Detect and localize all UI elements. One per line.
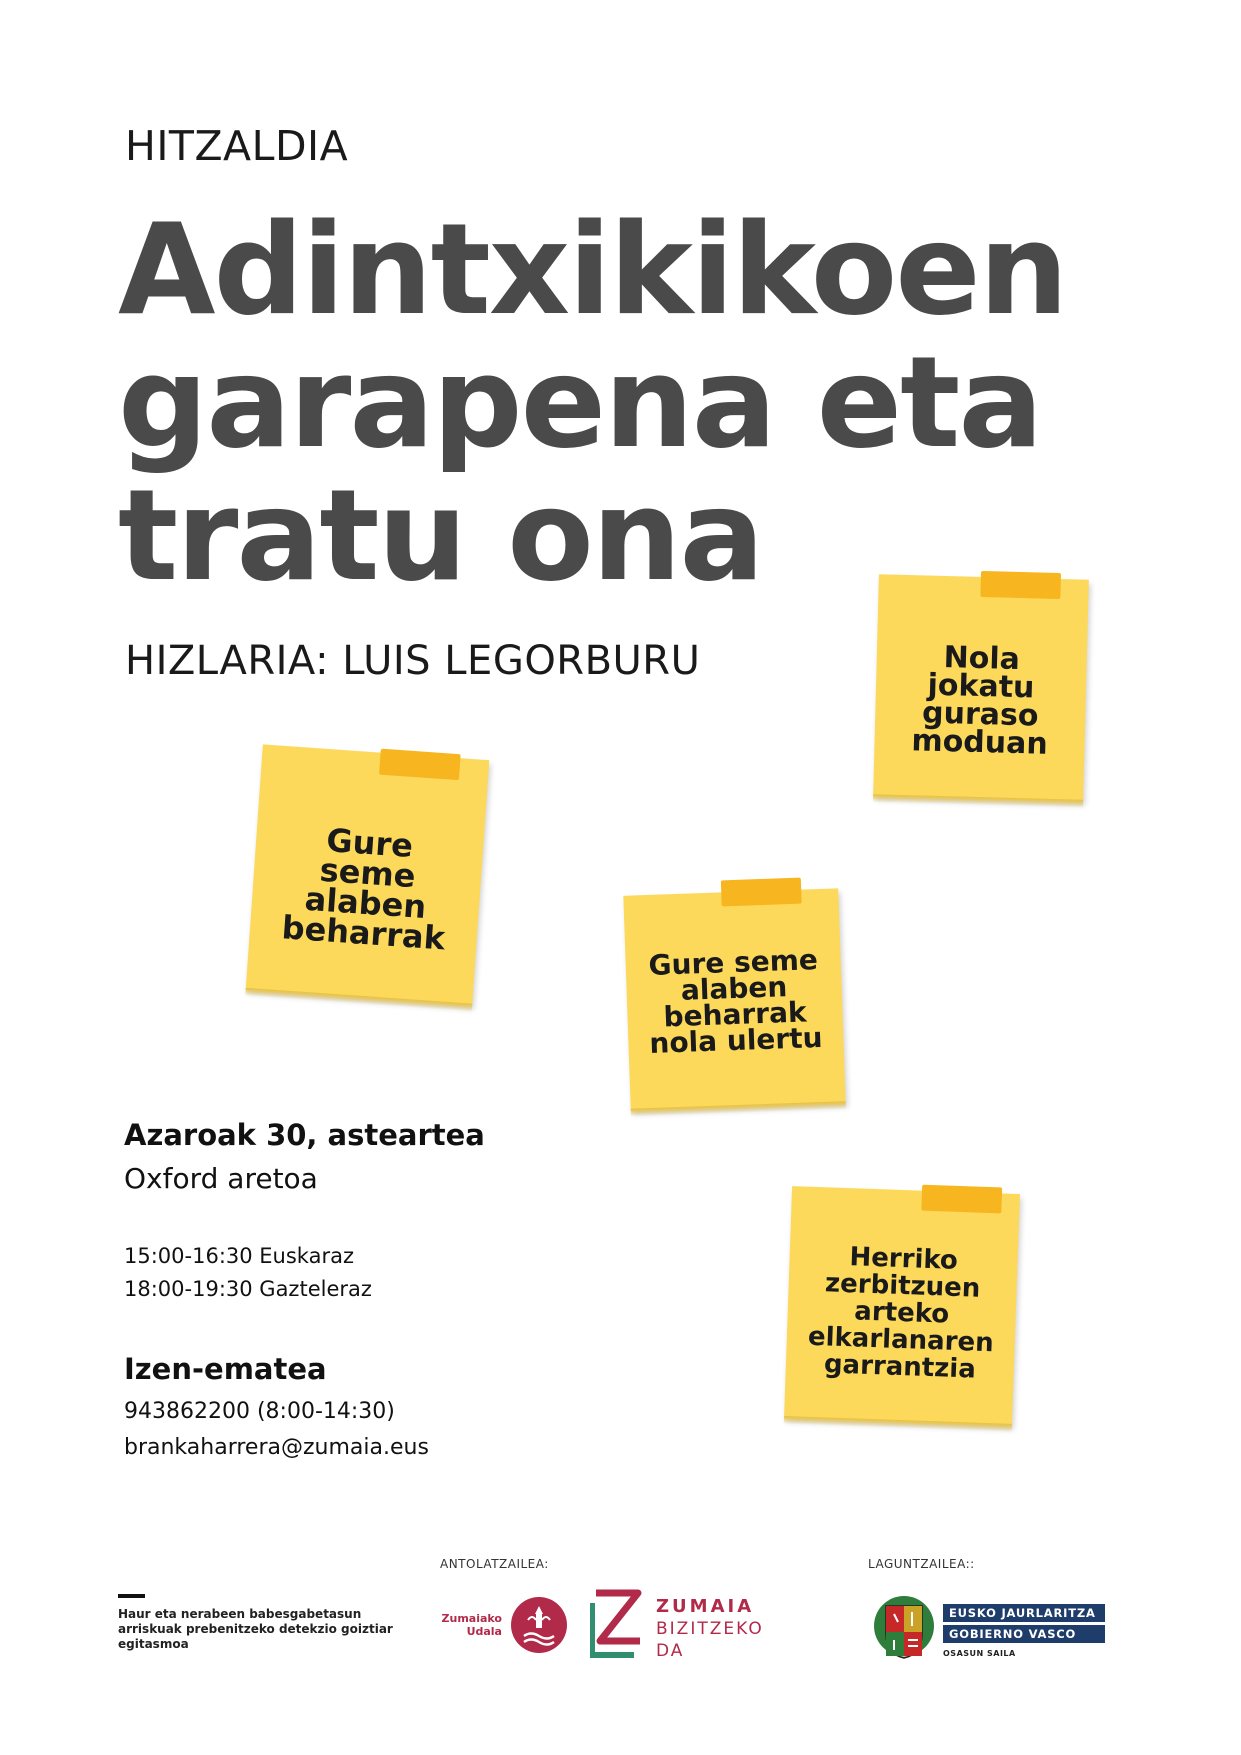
note-text: Gure seme alaben beharrak <box>280 821 447 958</box>
tape-strip <box>721 878 802 907</box>
udala-logo-text <box>440 1612 502 1638</box>
session-schedule <box>124 1240 372 1306</box>
title-line: garapena eta <box>118 329 1042 476</box>
speaker-line: HIZLARIA: LUIS LEGORBURU <box>125 638 701 684</box>
note-text: Nola jokatu guraso moduan <box>910 640 1049 762</box>
tape-strip <box>980 571 1061 599</box>
zumaia-z-logo-icon <box>590 1589 646 1659</box>
sticky-note <box>873 574 1089 801</box>
program-description: Haur eta nerabeen babesgabetasun arriskuak prebenitzeko detekzio goiztiar egitasmoa <box>118 1607 393 1651</box>
footer-divider <box>118 1594 145 1598</box>
gobierno-vasco-logo <box>943 1604 1105 1658</box>
registration-email: brankaharrera@zumaia.eus <box>124 1435 429 1460</box>
gv-department: OSASUN SAILA <box>943 1649 1016 1658</box>
sticky-note <box>623 888 845 1110</box>
poster-title <box>118 196 1067 609</box>
session-item: 18:00-19:30 Gazteleraz <box>124 1277 372 1301</box>
sticky-note <box>246 744 490 1005</box>
session-item: 15:00-16:30 Euskaraz <box>124 1244 354 1268</box>
gv-name-es: GOBIERNO VASCO <box>943 1625 1105 1643</box>
tape-strip <box>379 749 461 781</box>
event-location: Oxford aretoa <box>124 1162 318 1195</box>
basque-coat-of-arms-icon <box>872 1592 936 1662</box>
event-type: HITZALDIA <box>125 122 349 170</box>
title-line: Adintxikikoen <box>118 196 1067 343</box>
registration-heading: Izen-ematea <box>124 1352 327 1386</box>
zumaia-bizitzeko-text <box>656 1596 764 1662</box>
udala-line: Zumaiako <box>441 1612 502 1625</box>
zumaia-line: ZUMAIA <box>656 1596 755 1617</box>
tape-strip <box>921 1185 1002 1214</box>
zumaia-seal-icon <box>510 1596 568 1654</box>
note-text: Herriko zerbitzuen arteko elkarlanaren garrantzia <box>807 1242 995 1385</box>
organizer-label: ANTOLATZAILEA: <box>440 1557 549 1571</box>
note-text: Gure seme alaben beharrak nola ulertu <box>648 943 823 1060</box>
udala-line: Udala <box>466 1625 502 1638</box>
registration-contact <box>124 1394 429 1466</box>
event-date: Azaroak 30, asteartea <box>124 1118 485 1152</box>
sticky-note <box>784 1186 1020 1426</box>
gv-name-eu: EUSKO JAURLARITZA <box>943 1604 1105 1622</box>
zumaia-line: DA <box>656 1641 685 1661</box>
collaborator-label: LAGUNTZAILEA:: <box>868 1557 975 1571</box>
title-line: tratu ona <box>118 462 763 609</box>
registration-phone: 943862200 (8:00-14:30) <box>124 1399 395 1424</box>
zumaia-line: BIZITZEKO <box>656 1619 764 1639</box>
